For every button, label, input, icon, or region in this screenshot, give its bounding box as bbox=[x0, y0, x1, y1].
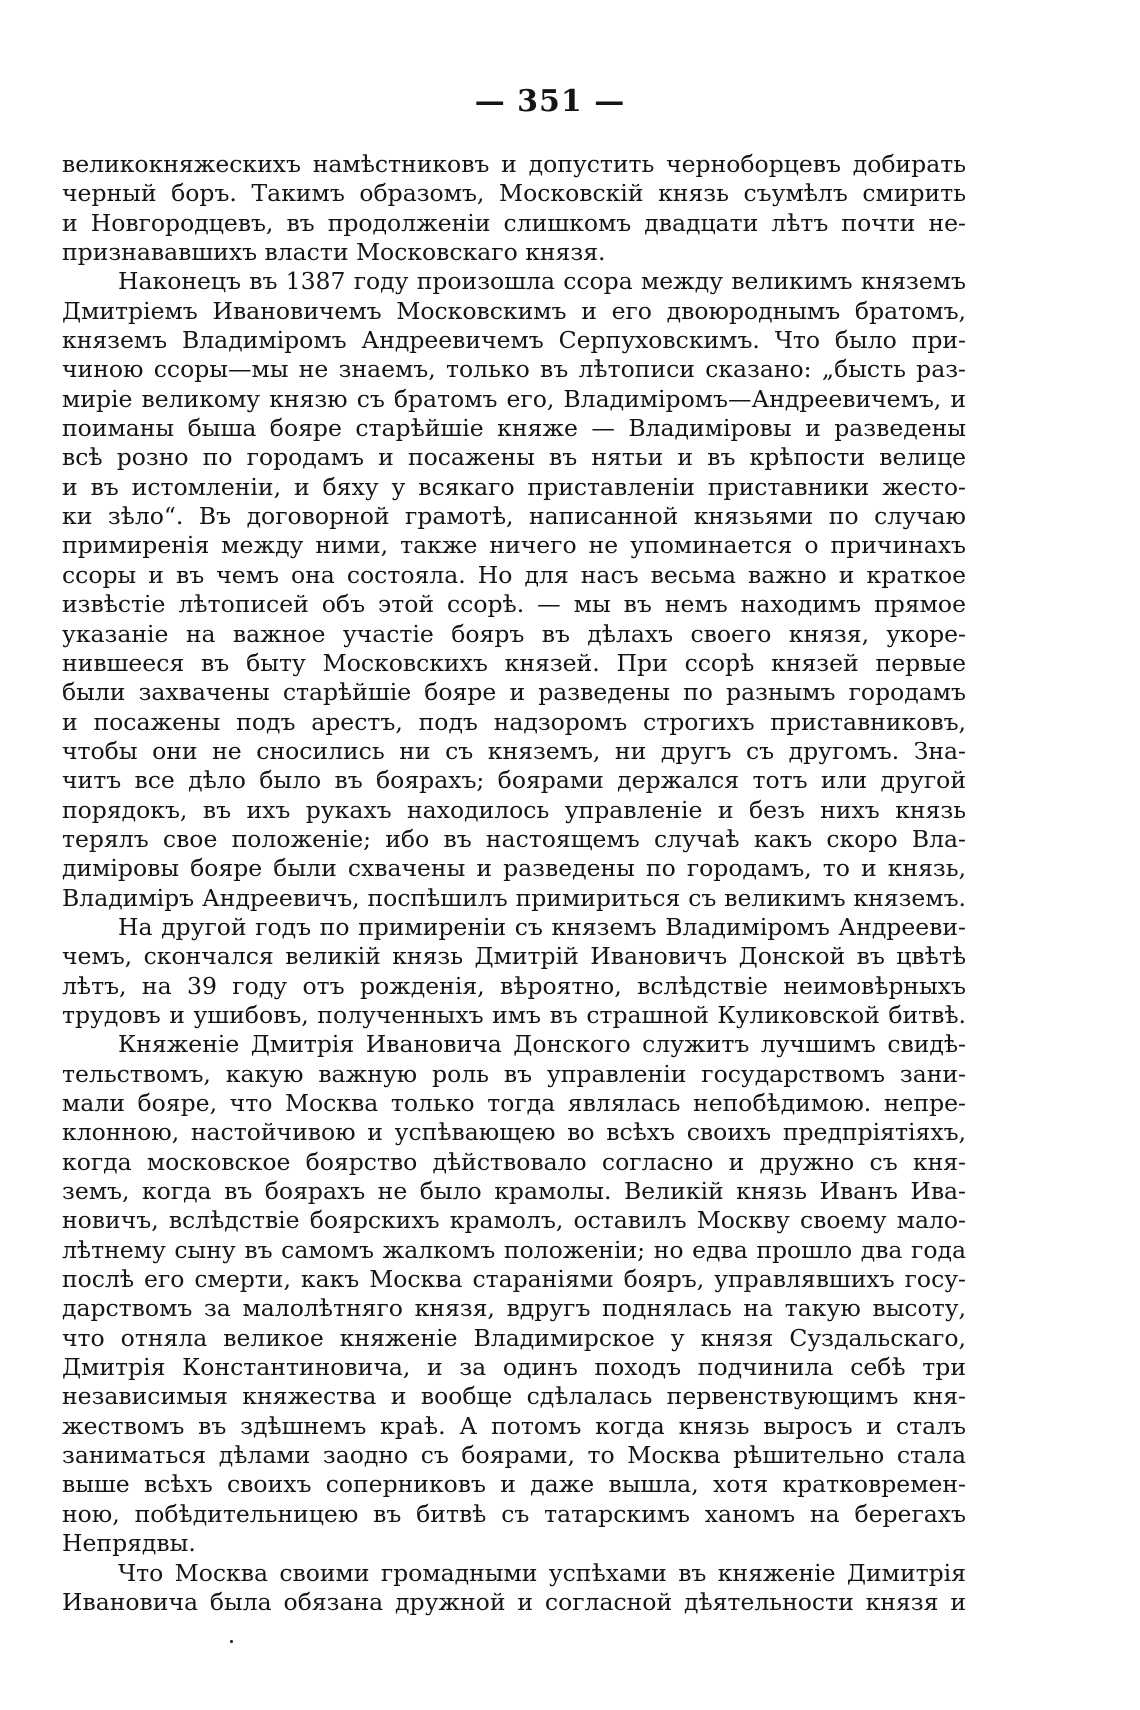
text-line: трудовъ и ушибовъ, полученныхъ имъ въ страшной Куликовской битвѣ. bbox=[62, 1000, 966, 1029]
text-line: Дмитріемъ Ивановичемъ Московскимъ и его двоюроднымъ братомъ, bbox=[62, 296, 966, 325]
print-speck bbox=[230, 1640, 233, 1643]
text-line: и Новгородцевъ, въ продолженіи слишкомъ двадцати лѣтъ почти не- bbox=[62, 208, 966, 237]
text-line: новичъ, вслѣдствіе боярскихъ крамолъ, оставилъ Москву своему мало- bbox=[62, 1206, 966, 1235]
text-line: Владиміръ Андреевичъ, поспѣшилъ примириться съ великимъ княземъ. bbox=[62, 883, 966, 912]
text-line: На другой годъ по примиреніи съ княземъ Владиміромъ Андрееви- bbox=[118, 912, 966, 941]
text-line: миріе великому князю съ братомъ его, Владиміромъ—Андреевичемъ, и bbox=[62, 384, 966, 413]
text-line: дарствомъ за малолѣтняго князя, вдругъ поднялась на такую высоту, bbox=[62, 1294, 966, 1323]
text-line: земъ, когда въ боярахъ не было крамолы. Великій князь Иванъ Ива- bbox=[62, 1177, 966, 1206]
text-line: всѣ розно по городамъ и посажены въ нятьи и въ крѣпости велице bbox=[62, 443, 966, 472]
text-line: чиною ссоры—мы не знаемъ, только въ лѣтописи сказано: „бысть раз- bbox=[62, 355, 966, 384]
text-line: чтобы они не сносились ни съ княземъ, ни другъ съ другомъ. Зна- bbox=[62, 736, 966, 765]
text-line: выше всѣхъ своихъ соперниковъ и даже вышла, хотя кратковремен- bbox=[62, 1470, 966, 1499]
text-line: что отняла великое княженіе Владимирское у князя Суздальскаго, bbox=[62, 1323, 966, 1352]
text-line: великокняжескихъ намѣстниковъ и допустить черноборцевъ добирать bbox=[62, 150, 966, 178]
text-line: княземъ Владиміромъ Андреевичемъ Серпуховскимъ. Что было при- bbox=[62, 326, 966, 355]
text-line: Что Москва своими громадными успѣхами въ княженіе Димитрія bbox=[118, 1558, 966, 1587]
text-line: ки зѣло“. Въ договорной грамотѣ, написанной князьями по случаю bbox=[62, 502, 966, 531]
text-line: тельствомъ, какую важную роль въ управленіи государствомъ зани- bbox=[62, 1059, 966, 1088]
text-line: клонною, настойчивою и успѣвающею во всѣхъ своихъ предпріятіяхъ, bbox=[62, 1118, 966, 1147]
text-line: извѣстіе лѣтописей объ этой ссорѣ. — мы въ немъ находимъ прямое bbox=[62, 590, 966, 619]
text-line: диміровы бояре были схвачены и разведены по городамъ, то и князь, bbox=[62, 854, 966, 883]
text-line: Ивановича была обязана дружной и согласной дѣятельности князя и bbox=[62, 1587, 966, 1616]
text-line: и въ истомленіи, и бяху у всякаго приставленіи приставники жесто- bbox=[62, 472, 966, 501]
text-line: независимыя княжества и вообще сдѣлалась первенствующимъ кня- bbox=[62, 1382, 966, 1411]
text-line: мали бояре, что Москва только тогда являлась непобѣдимою. непре- bbox=[62, 1089, 966, 1117]
text-line: жествомъ въ здѣшнемъ краѣ. А потомъ когда князь выросъ и сталъ bbox=[62, 1411, 966, 1440]
text-line: указаніе на важное участіе бояръ въ дѣлахъ своего князя, укоре- bbox=[62, 619, 966, 648]
text-line: поиманы быша бояре старѣйшіе княже — Владиміровы и разведены bbox=[62, 414, 966, 443]
text-line: были захвачены старѣйшіе бояре и разведены по разнымъ городамъ bbox=[62, 678, 966, 707]
text-line: Дмитрія Константиновича, и за одинъ походъ подчинила себѣ три bbox=[62, 1353, 966, 1382]
text-line: лѣтъ, на 39 году отъ рожденія, вѣроятно, вслѣдствіе неимовѣрныхъ bbox=[62, 971, 966, 1000]
text-line: Княженіе Дмитрія Ивановича Донского служитъ лучшимъ свидѣ- bbox=[118, 1030, 966, 1059]
text-line: и посажены подъ арестъ, подъ надзоромъ строгихъ приставниковъ, bbox=[62, 707, 966, 736]
text-line: Наконецъ въ 1387 году произошла ссора между великимъ княземъ bbox=[118, 267, 966, 296]
page-number: — 351 — bbox=[474, 84, 626, 119]
text-line: когда московское боярство дѣйствовало согласно и дружно съ кня- bbox=[62, 1147, 966, 1176]
text-line: терялъ свое положеніе; ибо въ настоящемъ случаѣ какъ скоро Вла- bbox=[62, 824, 966, 853]
text-line: примиренія между ними, также ничего не упоминается о причинахъ bbox=[62, 531, 966, 560]
text-line: ссоры и въ чемъ она состояла. Но для насъ весьма важно и краткое bbox=[62, 560, 966, 589]
text-line: признававшихъ власти Московскаго князя. bbox=[62, 238, 606, 267]
text-line: ною, побѣдительницею въ битвѣ съ татарскимъ ханомъ на берегахъ bbox=[62, 1499, 966, 1528]
text-line: послѣ его смерти, какъ Москва стараніями бояръ, управлявшихъ госу- bbox=[62, 1265, 966, 1294]
text-line: лѣтнему сыну въ самомъ жалкомъ положеніи; но едва прошло два года bbox=[62, 1235, 966, 1264]
text-line: Непрядвы. bbox=[62, 1529, 196, 1558]
text-line: читъ все дѣло было въ боярахъ; боярами держался тотъ или другой bbox=[62, 766, 966, 795]
text-line: порядокъ, въ ихъ рукахъ находилось управленіе и безъ нихъ князь bbox=[62, 795, 966, 824]
body-text bbox=[62, 150, 966, 1617]
text-line: нившееся въ быту Московскихъ князей. При ссорѣ князей первые bbox=[62, 648, 966, 677]
text-line: чемъ, скончался великій князь Дмитрій Ивановичъ Донской въ цвѣтѣ bbox=[62, 942, 966, 971]
text-line: заниматься дѣлами заодно съ боярами, то Москва рѣшительно стала bbox=[62, 1441, 966, 1470]
text-line: черный боръ. Такимъ образомъ, Московскій князь съумѣлъ смирить bbox=[62, 179, 966, 208]
